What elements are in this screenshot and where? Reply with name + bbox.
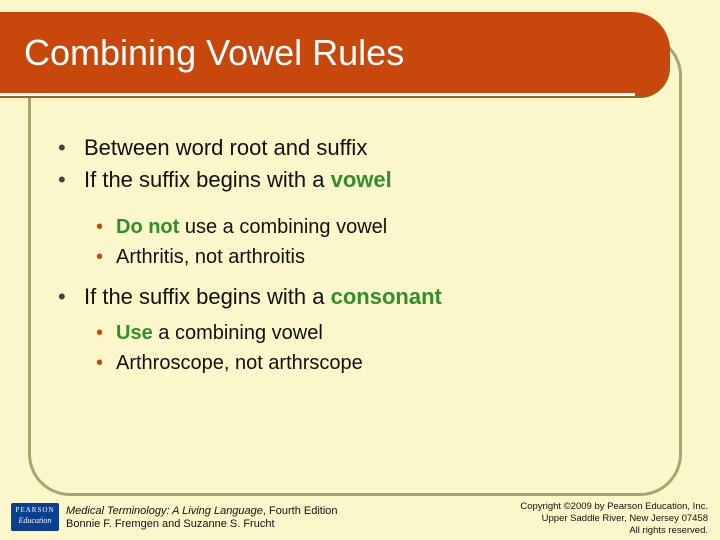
- bullet-group-2: [58, 281, 442, 313]
- address-line: Upper Saddle River, New Jersey 07458: [541, 513, 708, 524]
- emphasis-consonant: consonant: [330, 284, 442, 309]
- rights-line: All rights reserved.: [629, 525, 708, 536]
- consonant-sub-bullets: [96, 318, 363, 378]
- title-underline: [0, 93, 635, 96]
- vowel-sub-bullets: [96, 212, 387, 272]
- footer-book-title: Medical Terminology: A Living Language: [66, 505, 263, 517]
- sub-bullet-arthritis: • Arthritis, not arthroitis: [96, 242, 387, 272]
- footer-authors: Bonnie F. Fremgen and Suzanne S. Frucht: [66, 518, 275, 530]
- footer-copyright: [520, 501, 708, 537]
- copyright-line: Copyright ©2009 by Pearson Education, Inc.: [520, 501, 708, 512]
- slide-title: Combining Vowel Rules: [24, 32, 405, 73]
- footer-citation: [66, 505, 338, 531]
- emphasis-use: Use: [116, 322, 153, 344]
- pearson-logo: PEARSON Education: [11, 503, 59, 531]
- emphasis-do-not: Do not: [116, 216, 180, 238]
- footer-book-line: Medical Terminology: A Living Language, Fourth Edition: [66, 505, 338, 517]
- bullet-consonant-rule: • If the suffix begins with a consonant: [58, 281, 442, 313]
- sub-bullet-do-not: • Do not use a combining vowel: [96, 212, 387, 242]
- bullet-between-root-suffix: • Between word root and suffix: [58, 132, 392, 164]
- bullet-vowel-rule: • If the suffix begins with a vowel: [58, 164, 392, 196]
- emphasis-vowel: vowel: [330, 167, 392, 192]
- title-bar: [0, 12, 670, 96]
- sub-bullet-use: • Use a combining vowel: [96, 318, 363, 348]
- sub-bullet-arthroscope: • Arthroscope, not arthrscope: [96, 348, 363, 378]
- bullet-group-1: [58, 132, 392, 196]
